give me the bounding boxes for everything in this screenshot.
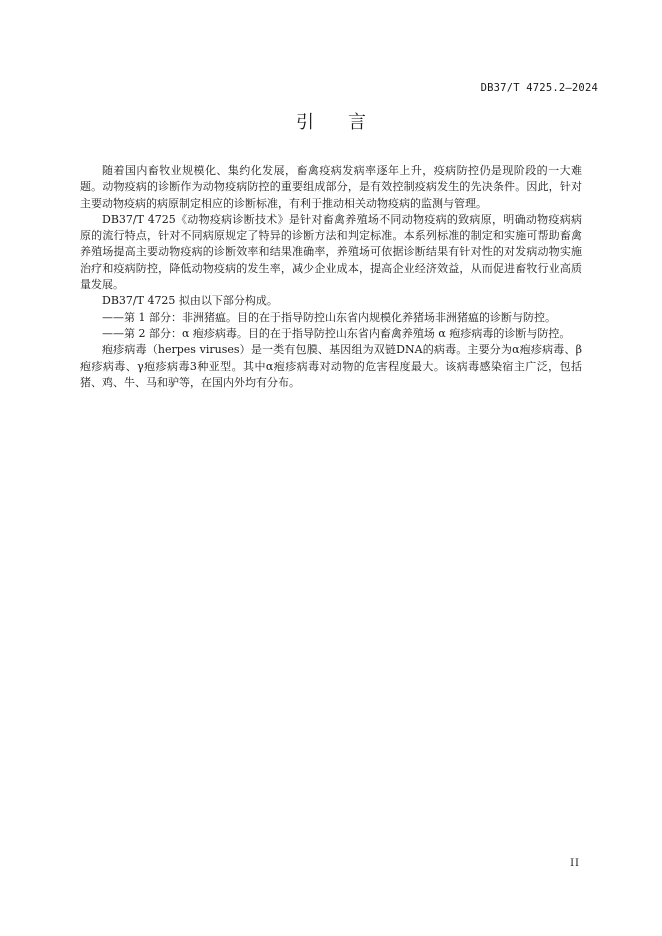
paragraph: ——第 2 部分：α 疱疹病毒。目的在于指导防控山东省内畜禽养殖场 α 疱疹病毒的诊断与防控。: [102, 326, 571, 340]
page-number: II: [570, 858, 580, 869]
introduction-body: [80, 163, 582, 391]
paragraph: ——第 1 部分：非洲猪瘟。目的在于指导防控山东省内规模化养猪场非洲猪瘟的诊断与防控。: [102, 310, 556, 324]
paragraph: DB37/T 4725 拟由以下部分构成。: [102, 294, 278, 308]
document-id: DB37/T 4725.2—2024: [480, 82, 598, 94]
page-title: 引言: [296, 112, 400, 133]
paragraph: DB37/T 4725《动物疫病诊断技术》是针对畜禽养殖场不同动物疫病的致病原，明确动物疫病病原的流行特点，针对不同病原规定了特异的诊断方法和判定标准。本系列标准的制定和实施可帮助畜禽养殖场提高主要动物疫病的诊断效率和结果准确率，养殖场可依据诊断结果有针对性的对发病动物实施治疗和疫病防控，降低动物疫病的发生率，减少企业成本，提高企业经济效益，从而促进畜牧行业高质量发展。: [80, 212, 582, 292]
paragraph: 疱疹病毒（herpes viruses）是一类有包膜、基因组为双链DNA的病毒。主要分为α疱疹病毒、β疱疹病毒、γ疱疹病毒3种亚型。其中α疱疹病毒对动物的危害程度最大。该病毒感染宿主广泛，包括猪、鸡、牛、马和驴等，在国内外均有分布。: [80, 343, 582, 389]
paragraph: 随着国内畜牧业规模化、集约化发展，畜禽疫病发病率逐年上升，疫病防控仍是现阶段的一大难题。动物疫病的诊断作为动物疫病防控的重要组成部分，是有效控制疫病发生的先决条件。因此，针对主要动物疫病的病原制定相应的诊断标准，有利于推动相关动物疫病的监测与管理。: [80, 164, 582, 210]
